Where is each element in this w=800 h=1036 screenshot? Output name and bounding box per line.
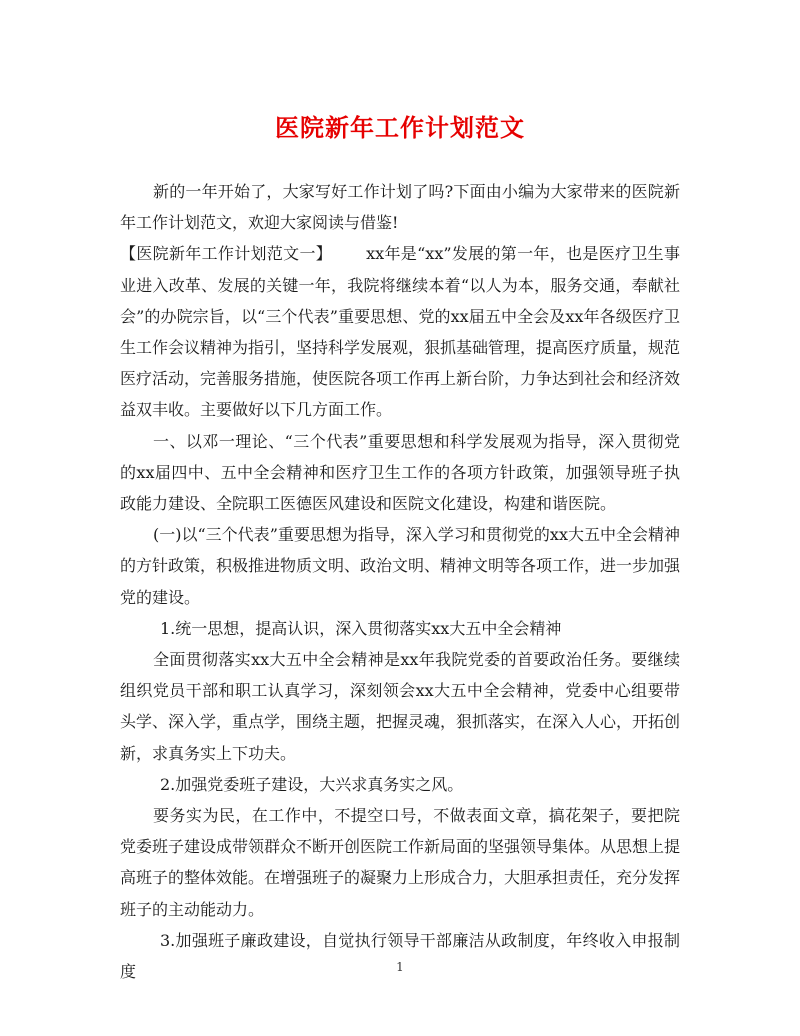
item-1-body: 全面贯彻落实xx大五中全会精神是xx年我院党委的首要政治任务。要继续组织党员干部和职工认真学习，深刻领会xx大五中全会精神，党委中心组要带头学、深入学，重点学，围绕主题，把握灵魂，狠抓落实，在深入人心，开拓创新，求真务实上下功夫。 [120,650,681,763]
item-2-body: 要务实为民，在工作中，不提空口号，不做表面文章，搞花架子，要把院党委班子建设成带领群众不断开创医院工作新局面的坚强领导集体。从思想上提高班子的整体效能。在增强班子的凝聚力上形成合力，大胆承担责任，充分发挥班子的主动能动力。 [120,806,681,919]
subpoint-one-paragraph: (一)以“三个代表”重要思想为指导，深入学习和贯彻党的xx大五中全会精神的方针政策，积极推进物质文明、政治文明、精神文明等各项工作，进一步加强党的建设。 [120,525,681,607]
document-title: 医院新年工作计划范文 [275,113,525,142]
document-body [120,176,680,987]
item-1-heading: 1.统一思想，提高认识，深入贯彻落实xx大五中全会精神 [160,618,562,638]
page-number: 1 [396,960,404,974]
section-one-paragraph [120,238,680,425]
section-heading: 【医院新年工作计划范文一】 [120,244,333,264]
item-3-heading: 3.加强班子廉政建设，自觉执行领导干部廉洁从政制度，年终收入申报制度 [120,930,680,982]
section-intro-text: xx年是“xx”发展的第一年，也是医疗卫生事业进入改革、发展的关键一年，我院将继续本着“以人为本，服务交通，奉献社会”的办院宗旨，以“三个代表”重要思想、党的xx届五中全会及xx年各级医疗卫生工作会议精神为指引，坚持科学发展观，狠抓基础管理，提高医疗质量，规范医疗活动，完善服务措施，使医院各项工作再上新台阶，力争达到社会和经济效益双丰收。主要做好以下几方面工作。 [120,244,681,420]
point-one-paragraph: 一、以邓一理论、“三个代表”重要思想和科学发展观为指导，深入贯彻党的xx届四中、五中全会精神和医疗卫生工作的各项方针政策，加强领导班子执政能力建设、全院职工医德医风建设和医院文化建设，构建和谐医院。 [120,431,680,514]
item-2-heading: 2.加强党委班子建设，大兴求真务实之风。 [160,774,464,794]
intro-paragraph: 新的一年开始了，大家写好工作计划了吗?下面由小编为大家带来的医院新年工作计划范文，欢迎大家阅读与借鉴! [120,182,680,233]
